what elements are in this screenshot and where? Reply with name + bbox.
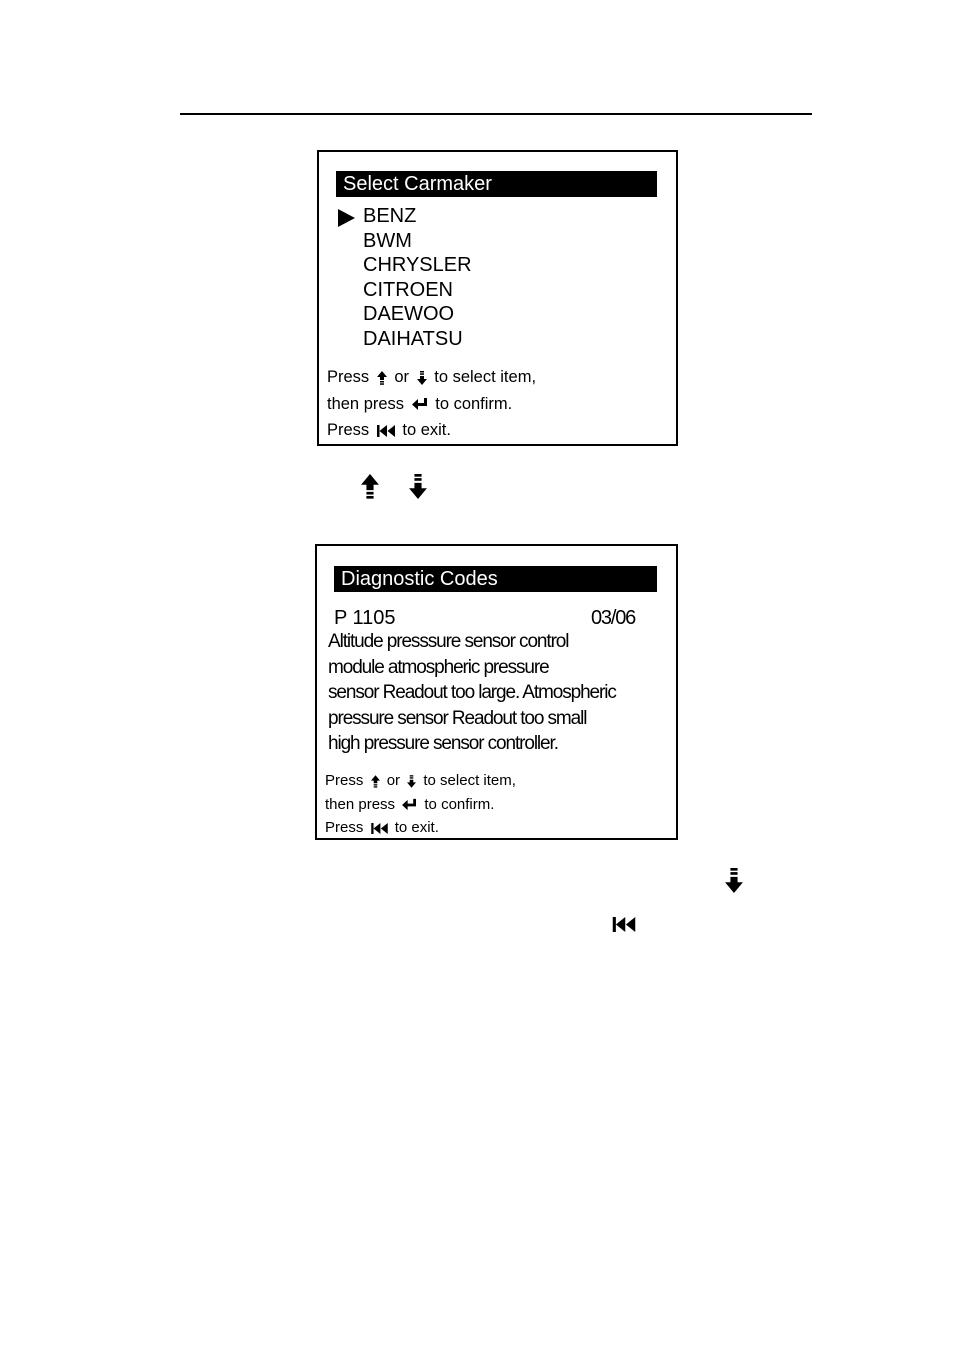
down-arrow-icon: [725, 868, 743, 893]
help-word: Press: [327, 368, 370, 386]
help-word: to exit.: [402, 421, 451, 440]
screen-title: Diagnostic Codes: [334, 566, 657, 592]
carmaker-item-citroen[interactable]: CITROEN: [363, 278, 453, 301]
help-word: Press: [325, 772, 364, 789]
selection-pointer-icon: [338, 209, 355, 227]
carmaker-item-chrysler[interactable]: CHRYSLER: [363, 254, 472, 277]
exit-icon: [377, 425, 395, 437]
help-text: [325, 769, 516, 840]
help-word: to confirm.: [424, 795, 495, 813]
help-word: to select item,: [423, 772, 516, 789]
description-line: high pressure sensor controller.: [328, 733, 558, 755]
down-arrow-icon: [417, 371, 427, 385]
exit-icon: [371, 823, 388, 834]
diagnostic-codes-screen: [315, 544, 678, 840]
up-arrow-icon: [361, 474, 379, 499]
down-arrow-icon: [409, 474, 427, 499]
up-arrow-icon: [377, 371, 387, 385]
help-word: Press: [325, 819, 364, 836]
help-word: to select item,: [434, 368, 537, 386]
enter-icon: [412, 397, 428, 411]
screen-title: Select Carmaker: [336, 171, 657, 197]
description-line: sensor Readout too large. Atmospheric: [328, 682, 616, 704]
code-description: [328, 629, 673, 757]
help-word: to exit.: [394, 819, 439, 836]
carmaker-item-daewoo[interactable]: DAEWOO: [363, 303, 455, 326]
description-line: Altitude presssure sensor control: [328, 631, 569, 652]
help-word: or: [386, 772, 401, 789]
exit-icon: [608, 917, 640, 932]
help-word: then press: [325, 795, 396, 813]
description-line: pressure sensor Readout too small: [328, 707, 587, 729]
up-arrow-icon: [371, 775, 380, 788]
carmaker-item-bwm[interactable]: BWM: [363, 229, 412, 252]
help-word: to confirm.: [435, 394, 513, 413]
help-word: then press: [327, 394, 405, 413]
down-arrow-icon: [407, 775, 416, 788]
header-rule: [180, 113, 812, 115]
carmaker-list: [363, 204, 472, 352]
help-word: Press: [327, 421, 370, 440]
carmaker-item-benz[interactable]: BENZ: [363, 205, 417, 227]
code-counter: 03/06: [591, 607, 636, 629]
carmaker-item-daihatsu[interactable]: DAIHATSU: [363, 327, 463, 350]
enter-icon: [402, 798, 417, 811]
description-line: module atmospheric pressure: [328, 656, 549, 678]
select-carmaker-screen: [317, 150, 678, 446]
help-word: or: [394, 368, 410, 386]
help-text: [327, 364, 536, 444]
trouble-code: P 1105: [334, 607, 396, 629]
